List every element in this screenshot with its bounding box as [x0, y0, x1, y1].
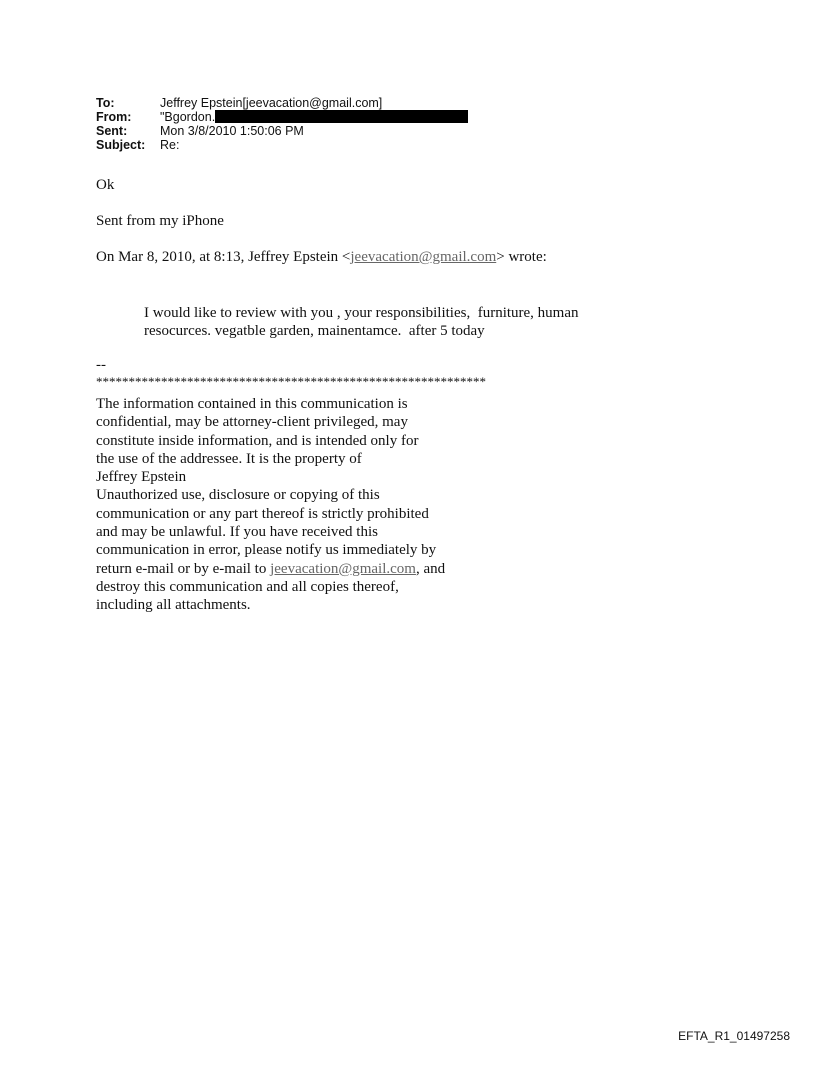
disclaimer-line: the use of the addressee. It is the property of — [96, 450, 362, 467]
to-value: Jeffrey Epstein[jeevacation@gmail.com] — [160, 96, 383, 110]
to-row — [96, 96, 468, 110]
disclaimer-line: constitute inside information, and is intended only for — [96, 432, 419, 449]
sent-value: Mon 3/8/2010 1:50:06 PM — [160, 124, 304, 138]
redaction-bar — [215, 110, 468, 123]
disclaimer-line-email — [96, 560, 445, 578]
quote-intro-before: On Mar 8, 2010, at 8:13, Jeffrey Epstein < — [96, 249, 351, 265]
disclaimer-line: confidential, may be attorney-client privileged, may — [96, 414, 408, 431]
disclaimer-line: and may be unlawful. If you have received this — [96, 524, 378, 541]
subject-row — [96, 138, 468, 152]
from-value — [160, 110, 468, 124]
quoted-line-1: I would like to review with you , your responsibilities, furniture, human — [144, 305, 579, 321]
signature-dashes: -- — [96, 357, 106, 373]
sent-label: Sent: — [96, 124, 128, 138]
sent-row — [96, 124, 468, 138]
disclaimer-email-link[interactable]: jeevacation@gmail.com — [270, 560, 416, 577]
email-header — [96, 96, 468, 152]
disclaimer-line: communication or any part thereof is strictly prohibited — [96, 505, 429, 522]
document-id: EFTA_R1_01497258 — [678, 1029, 790, 1043]
quote-intro-email-link[interactable]: jeevacation@gmail.com — [350, 249, 497, 265]
from-row — [96, 110, 468, 124]
disclaimer-line: Jeffrey Epstein — [96, 469, 187, 486]
disclaimer-line: destroy this communication and all copies thereof, — [96, 578, 399, 595]
disclaimer-email-before: return e-mail or by e-mail to — [96, 560, 271, 577]
subject-value: Re: — [160, 138, 180, 152]
subject-label: Subject: — [96, 138, 146, 152]
signature-text: Sent from my iPhone — [96, 213, 224, 229]
disclaimer-paragraph — [96, 395, 445, 615]
disclaimer-line: including all attachments. — [96, 597, 251, 614]
disclaimer-line: The information contained in this communication is — [96, 396, 408, 412]
to-label: To: — [96, 96, 115, 110]
quoted-line-2: resocurces. vegatble garden, mainentamce. after 5 today — [144, 323, 485, 339]
disclaimer-email-after: , and — [415, 560, 446, 577]
from-name: "Bgordon. — [160, 110, 216, 124]
reply-text: Ok — [96, 177, 115, 193]
from-label: From: — [96, 110, 132, 124]
quote-intro — [96, 248, 547, 266]
quote-intro-after: > wrote: — [496, 249, 547, 265]
disclaimer-line: Unauthorized use, disclosure or copying of this — [96, 487, 380, 504]
disclaimer-line: communication in error, please notify us immediately by — [96, 542, 437, 559]
signature-stars: ************************************************************ — [96, 374, 486, 389]
